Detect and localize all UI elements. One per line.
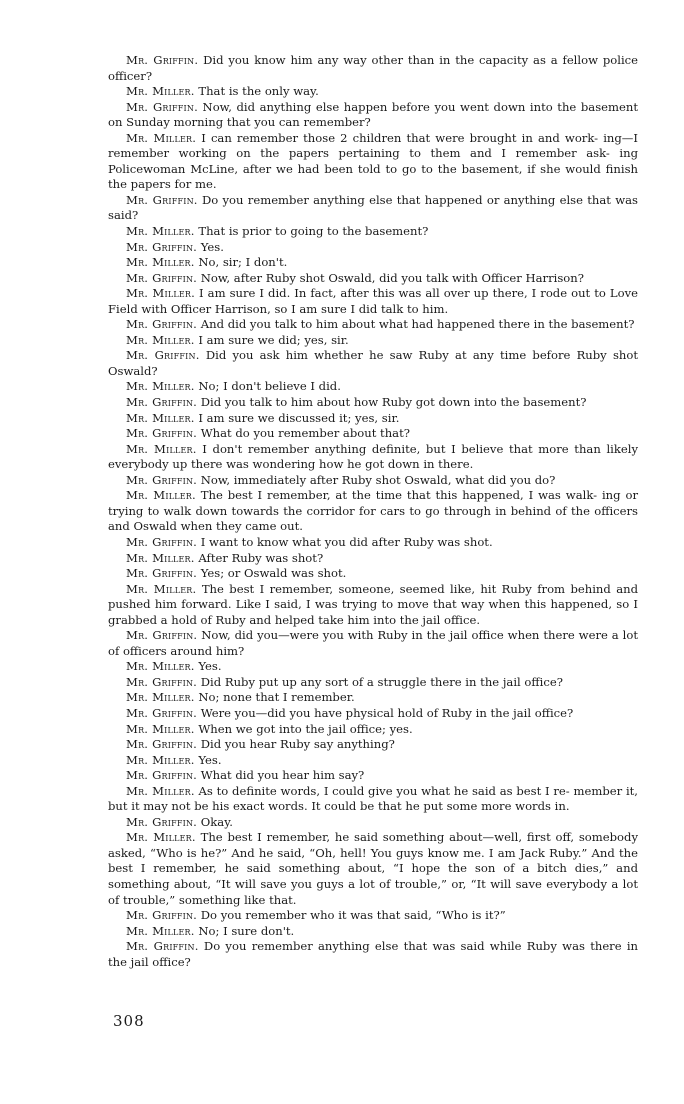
testimony-paragraph [108,411,638,427]
speaker-name: Mr. Griffin. [126,317,198,332]
speech-text: No; I sure don't. [198,923,295,938]
testimony-paragraph [108,255,638,271]
testimony-paragraph [108,737,638,753]
speaker-name: Mr. Griffin. [126,270,198,285]
testimony-paragraph [108,348,638,379]
speech-text: Now, did anything else happen before you went down into the basement on Sunday morning that you can remember? [108,99,638,130]
speaker-name: Mr. Miller. [126,752,195,767]
testimony-paragraph [108,815,638,831]
testimony-paragraph [108,333,638,349]
testimony-paragraph [108,395,638,411]
speaker-name: Mr. Griffin. [126,192,198,207]
testimony-paragraph [108,753,638,769]
testimony-paragraph [108,131,638,193]
testimony-paragraph [108,53,638,84]
speaker-name: Mr. Miller. [126,783,195,798]
speaker-name: Mr. Miller. [126,410,195,425]
speaker-name: Mr. Miller. [126,488,196,503]
testimony-paragraph [108,193,638,224]
testimony-paragraph [108,535,638,551]
speaker-name: Mr. Miller. [126,923,195,938]
speech-text: I am sure I did. In fact, after this was all over up there, I rode out to Love Field with Officer Harrison, so I am sure I did talk to him. [108,286,639,316]
testimony-paragraph [108,317,638,333]
testimony-paragraph [108,768,638,784]
testimony-paragraph [108,830,638,908]
testimony-paragraph [108,551,638,567]
speaker-name: Mr. Miller. [126,690,195,705]
speaker-name: Mr. Griffin. [126,705,198,720]
speech-text: The best I remember, at the time that this happened, I was walk- ing or trying to walk down towards the corridor for cars to go through in behind of the officers and Oswald when they came out. [108,488,638,534]
speaker-name: Mr. Griffin. [126,348,200,363]
speech-text: Now, did you—were you with Ruby in the jail office when there were a lot of officers around him? [108,628,639,658]
speaker-name: Mr. Griffin. [126,628,198,643]
testimony-paragraph [108,442,638,473]
page-number: 308 [113,1012,145,1030]
speech-text: Did you ask him whether he saw Ruby at any time before Ruby shot Oswald? [108,348,639,378]
speech-text: No, sir; I don't. [198,255,288,270]
speech-text: Now, after Ruby shot Oswald, did you talk with Officer Harrison? [200,270,584,285]
testimony-paragraph [108,706,638,722]
speech-text: No; none that I remember. [198,690,355,705]
speaker-name: Mr. Griffin. [126,395,198,410]
speech-text: When we got into the jail office; yes. [198,721,413,736]
testimony-paragraph [108,939,638,970]
speaker-name: Mr. Griffin. [126,908,198,923]
speaker-name: Mr. Griffin. [126,534,198,549]
speech-text: Did you hear Ruby say anything? [200,737,395,752]
speech-text: Did Ruby put up any sort of a struggle there in the jail office? [200,674,563,689]
speech-text: Were you—did you have physical hold of Ruby in the jail office? [200,705,574,720]
speaker-name: Mr. Griffin. [126,674,198,689]
speech-text: Did you know him any way other than in the capacity as a fellow police officer? [108,53,639,83]
speaker-name: Mr. Miller. [126,130,197,145]
speech-text: Yes. [198,752,222,767]
speaker-name: Mr. Griffin. [126,426,198,441]
testimony-paragraph [108,473,638,489]
speaker-name: Mr. Miller. [126,84,195,99]
testimony-paragraph [108,488,638,535]
testimony-paragraph [108,675,638,691]
speech-text: I don't remember anything definite, but I believe that more than likely everybody up there was wondering how he got down in there. [108,441,639,472]
testimony-paragraph [108,628,638,659]
speech-text: Do you remember anything else that happened or anything else that was said? [108,192,639,223]
speaker-name: Mr. Miller. [126,550,195,565]
testimony-paragraph [108,908,638,924]
speech-text: And did you talk to him about what had happened there in the basement? [200,317,635,332]
speaker-name: Mr. Griffin. [126,939,199,954]
speech-text: I want to know what you did after Ruby was shot. [200,534,493,549]
testimony-paragraph [108,224,638,240]
speech-text: That is the only way. [198,84,319,99]
speech-text: Yes. [198,659,222,674]
speaker-name: Mr. Miller. [126,659,195,674]
speaker-name: Mr. Miller. [126,441,197,456]
testimony-paragraph [108,426,638,442]
speech-text: Do you remember anything else that was said while Ruby was there in the jail office? [108,939,639,969]
speaker-name: Mr. Miller. [126,830,196,845]
speech-text: I am sure we did; yes, sir. [198,332,349,347]
speech-text: Yes. [200,239,224,254]
speech-text: I am sure we discussed it; yes, sir. [198,410,400,425]
speaker-name: Mr. Griffin. [126,99,198,114]
speech-text: That is prior to going to the basement? [198,224,429,239]
testimony-paragraph [108,784,638,815]
speaker-name: Mr. Griffin. [126,814,198,829]
testimony-text [108,53,638,970]
speaker-name: Mr. Griffin. [126,53,199,67]
testimony-paragraph [108,924,638,940]
testimony-paragraph [108,271,638,287]
speech-text: Now, immediately after Ruby shot Oswald, what did you do? [200,472,556,487]
speaker-name: Mr. Miller. [126,581,197,596]
testimony-paragraph [108,582,638,629]
testimony-paragraph [108,659,638,675]
speaker-name: Mr. Miller. [126,332,195,347]
speech-text: Did you talk to him about how Ruby got down into the basement? [200,395,587,410]
speaker-name: Mr. Griffin. [126,239,198,254]
testimony-paragraph [108,286,638,317]
testimony-paragraph [108,84,638,100]
testimony-paragraph [108,240,638,256]
speaker-name: Mr. Griffin. [126,566,198,581]
speech-text: Yes; or Oswald was shot. [200,566,347,581]
speech-text: Okay. [200,814,233,829]
speech-text: After Ruby was shot? [198,550,324,565]
speaker-name: Mr. Miller. [126,224,195,239]
testimony-paragraph [108,566,638,582]
speaker-name: Mr. Miller. [126,286,196,301]
speech-text: Do you remember who it was that said, “Who is it?” [200,908,506,923]
testimony-paragraph [108,722,638,738]
speech-text: The best I remember, he said something about—well, first off, somebody asked, “Who is he?” And he said, “Oh, hell! You guys know me. I am Jack Ruby.” And the best I remember, he said something about, “I hope the son of a bitch dies,” and something about, “It will save you guys a lot of trouble,” or, “It will save everybody a lot of trouble,” something like that. [108,830,638,907]
speech-text: What did you hear him say? [200,768,365,783]
speech-text: As to definite words, I could give you what he said as best I re- member it, but it may not be his exact words. It could be that he put some more words in. [108,783,638,814]
testimony-paragraph [108,690,638,706]
speaker-name: Mr. Miller. [126,379,195,394]
speaker-name: Mr. Miller. [126,721,195,736]
testimony-paragraph [108,100,638,131]
speaker-name: Mr. Griffin. [126,768,198,783]
speaker-name: Mr. Griffin. [126,737,198,752]
testimony-paragraph [108,379,638,395]
speaker-name: Mr. Miller. [126,255,195,270]
speech-text: I can remember those 2 children that were brought in and work- ing—I remember working on the papers pertaining to them and I remember ask- ing Policewoman McLine, after we had been told to go to the basement, if she would finish the papers for me. [108,130,638,192]
speech-text: No; I don't believe I did. [198,379,341,394]
speaker-name: Mr. Griffin. [126,472,198,487]
speech-text: The best I remember, someone, seemed like, hit Ruby from behind and pushed him forward. Like I said, I was trying to move that way when this happened, so I grabbed a hold of Ruby and helped take him into the jail office. [108,581,639,627]
speech-text: What do you remember about that? [200,426,410,441]
